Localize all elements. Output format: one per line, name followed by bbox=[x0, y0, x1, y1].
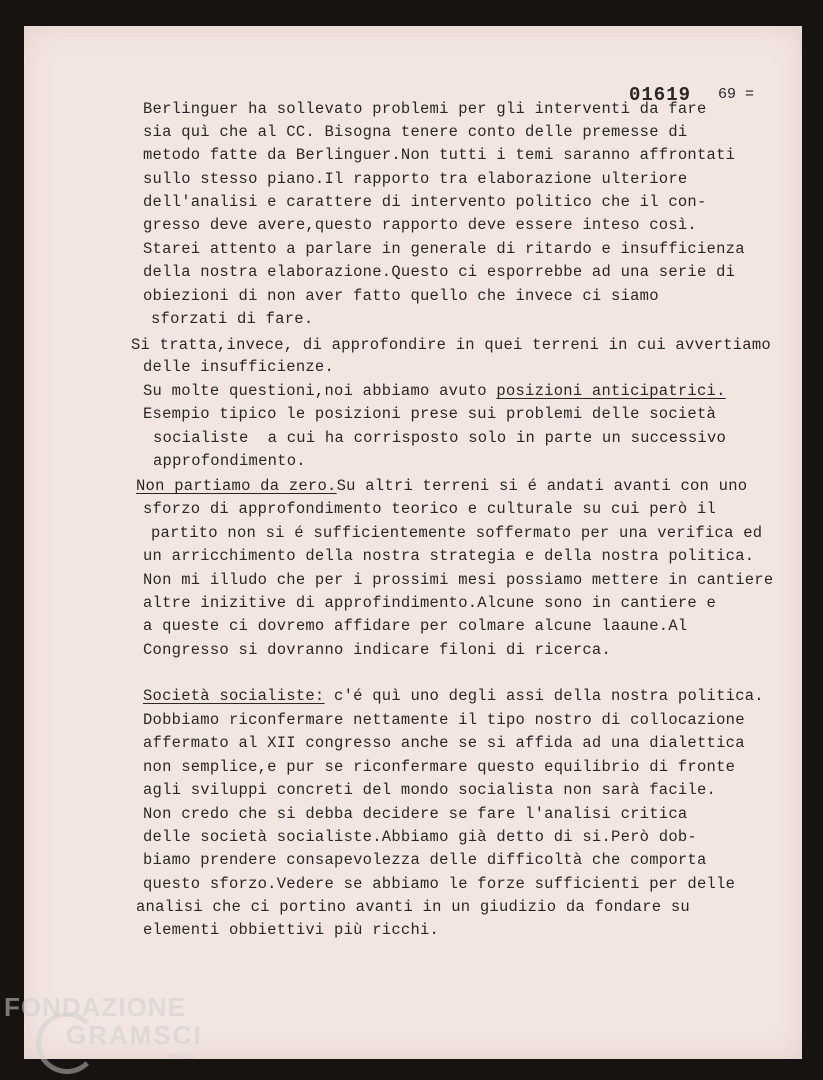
text-line: delle insufficienze. bbox=[143, 358, 335, 376]
text-line: affermato al XII congresso anche se si affida ad una dialettica bbox=[143, 734, 745, 752]
text-line: Non credo che si debba decidere se fare l'analisi critica bbox=[143, 805, 688, 823]
document-page bbox=[24, 26, 802, 1059]
text-line: Si tratta,invece, di approfondire in quei terreni in cui avvertiamo bbox=[131, 336, 771, 354]
watermark-line-2: GRAMSCI bbox=[66, 1020, 203, 1050]
text-line: delle società socialiste.Abbiamo già detto di si.Però dob- bbox=[143, 828, 697, 846]
text-line: Berlinguer ha sollevato problemi per gli interventi da fare bbox=[143, 100, 707, 118]
underlined-phrase: Non partiamo da zero. bbox=[136, 477, 337, 495]
text-line bbox=[143, 686, 764, 706]
text-line: Congresso si dovranno indicare filoni di ricerca. bbox=[143, 641, 612, 659]
text-line bbox=[136, 476, 747, 496]
text-line: sullo stesso piano.Il rapporto tra elaborazione ulteriore bbox=[143, 170, 688, 188]
text-line: Esempio tipico le posizioni prese sui problemi delle società bbox=[143, 405, 717, 423]
text-line: della nostra elaborazione.Questo ci esporrebbe ad una serie di bbox=[143, 263, 736, 281]
text-line: altre inizitive di approfindimento.Alcune sono in cantiere e bbox=[143, 594, 717, 612]
text-line: Starei attento a parlare in generale di ritardo e insufficienza bbox=[143, 240, 745, 258]
fondazione-gramsci-watermark bbox=[4, 992, 203, 1062]
text-line: Dobbiamo riconfermare nettamente il tipo nostro di collocazione bbox=[143, 711, 745, 729]
text-line: non semplice,e pur se riconfermare questo equilibrio di fronte bbox=[143, 758, 736, 776]
watermark-line-3: onlus bbox=[168, 1050, 195, 1062]
text-line: Non mi illudo che per i prossimi mesi possiamo mettere in cantiere bbox=[143, 571, 774, 589]
text-line: sforzo di approfondimento teorico e culturale su cui però il bbox=[143, 500, 717, 518]
text-line: partito non si é sufficientemente soffermato per una verifica ed bbox=[151, 524, 763, 542]
page-reference: 69 = bbox=[718, 86, 755, 103]
underlined-phrase: posizioni anticipatrici. bbox=[496, 382, 726, 400]
text-line: gresso deve avere,questo rapporto deve essere inteso così. bbox=[143, 216, 697, 234]
text-line: un arricchimento della nostra strategia e della nostra politica. bbox=[143, 547, 755, 565]
text-segment: c'é quì uno degli assi della nostra politica. bbox=[324, 687, 764, 705]
text-line: socialiste a cui ha corrisposto solo in parte un successivo bbox=[153, 429, 727, 447]
text-line: sforzati di fare. bbox=[151, 310, 314, 328]
text-segment: Su altri terreni si é andati avanti con uno bbox=[336, 477, 748, 495]
text-line: dell'analisi e carattere di intervento politico che il con- bbox=[143, 193, 707, 211]
text-line: metodo fatte da Berlinguer.Non tutti i temi saranno affrontati bbox=[143, 146, 736, 164]
text-line: sia quì che al CC. Bisogna tenere conto delle premesse di bbox=[143, 123, 688, 141]
document-number: 01619 bbox=[629, 84, 692, 106]
text-line: analisi che ci portino avanti in un giudizio da fondare su bbox=[136, 898, 690, 916]
text-line: a queste ci dovremo affidare per colmare alcune laaune.Al bbox=[143, 617, 688, 635]
text-segment: Su molte questioni,noi abbiamo avuto bbox=[143, 382, 497, 400]
text-line: approfondimento. bbox=[153, 452, 306, 470]
text-line: agli sviluppi concreti del mondo socialista non sarà facile. bbox=[143, 781, 717, 799]
text-line: elementi obbiettivi più ricchi. bbox=[143, 921, 440, 939]
text-line: obiezioni di non aver fatto quello che invece ci siamo bbox=[143, 287, 659, 305]
text-line: biamo prendere consapevolezza delle difficoltà che comporta bbox=[143, 851, 707, 869]
watermark-line-1: FONDAZIONE bbox=[4, 992, 186, 1022]
text-line: questo sforzo.Vedere se abbiamo le forze sufficienti per delle bbox=[143, 875, 736, 893]
text-line bbox=[143, 381, 726, 401]
underlined-phrase: Società socialiste: bbox=[143, 687, 325, 705]
